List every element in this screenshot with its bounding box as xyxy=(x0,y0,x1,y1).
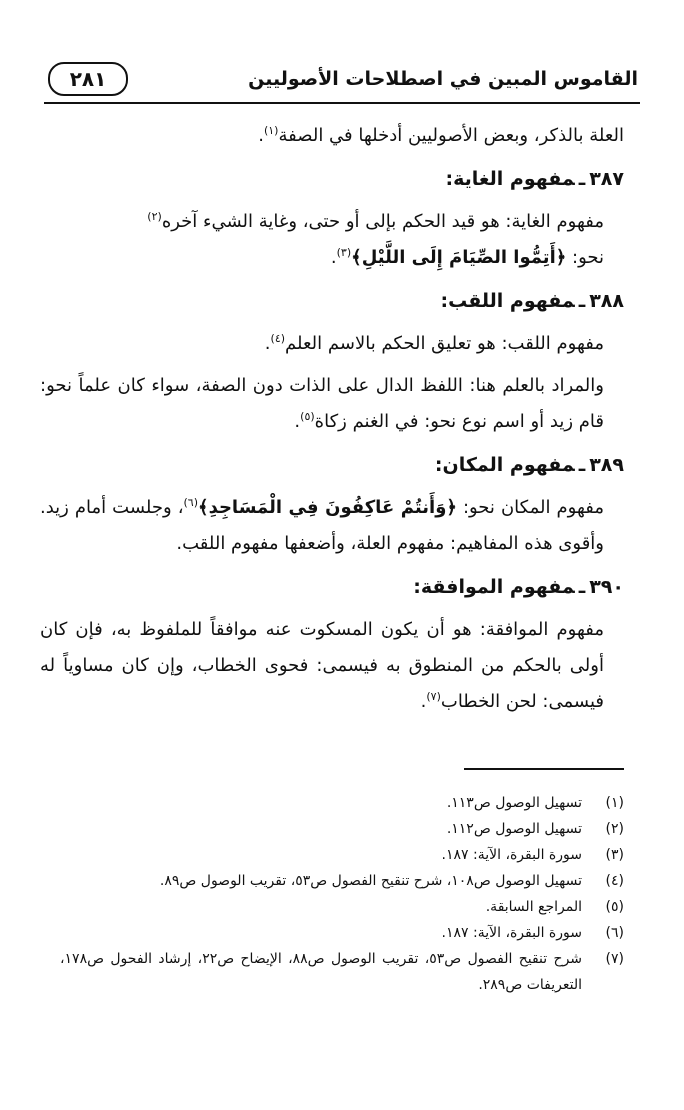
footnote-number: (٢) xyxy=(605,821,624,837)
paragraph-end: . xyxy=(294,411,301,432)
footnote-text: المراجع السابقة. xyxy=(485,899,582,915)
intro-text: العلة بالذكر، وبعض الأصوليين أدخلها في الصفة xyxy=(278,125,624,146)
footnote-ref-6: (٦) xyxy=(183,496,199,509)
section-title: مفهوم اللقب: xyxy=(440,290,575,312)
paragraph-387-1 xyxy=(40,204,624,240)
footnote-ref-4: (٤) xyxy=(270,332,286,345)
footnote-item xyxy=(60,868,624,894)
paragraph-text: مفهوم الغاية: هو قيد الحكم بإلى أو حتى، وغاية الشيء آخره xyxy=(161,211,604,232)
section-dash: ـ xyxy=(578,454,586,476)
section-number: ٣٩٠ xyxy=(589,576,624,598)
paragraph-text: مفهوم اللقب: هو تعليق الحكم بالاسم العلم xyxy=(285,333,604,354)
footnote-text: تسهيل الوصول ص١٠٨، شرح تنقيح الفصول ص٥٣، تقريب الوصول ص٨٩. xyxy=(159,873,582,889)
main-text xyxy=(40,118,624,720)
footnote-item xyxy=(60,920,624,946)
footnote-text: شرح تنقيح الفصول ص٥٣، تقريب الوصول ص٨٨، الإيضاح ص٢٢، إرشاد الفحول ص١٧٨، التعريفات ص٢٨٩. xyxy=(60,951,583,993)
paragraph-388-2 xyxy=(40,368,624,440)
footnote-text: سورة البقرة، الآية: ١٨٧. xyxy=(441,847,582,863)
quran-verse: ﴿وَأَنتُمْ عَاكِفُونَ فِي الْمَسَاجِدِ﴾ xyxy=(198,497,457,518)
footnote-ref-3: (٣) xyxy=(336,246,352,259)
intro-paragraph xyxy=(40,118,624,154)
intro-end: . xyxy=(258,125,264,146)
section-heading-388 xyxy=(40,282,624,320)
paragraph-388-1 xyxy=(40,326,624,362)
paragraph-text: والمراد بالعلم هنا: اللفظ الدال على الذات دون الصفة، سواء كان علماً نحو: قام زيد أو اسم نوع نحو: في الغنم زكاة xyxy=(40,375,604,432)
paragraph-text: مفهوم الموافقة: هو أن يكون المسكوت عنه موافقاً للملفوظ به، فإن كان أولى بالحكم من المنطوق به فيسمى: فحوى الخطاب، وإن كان مساوياً له فيسمى: لحن الخطاب xyxy=(40,619,604,712)
footnote-item xyxy=(60,816,624,842)
footnote-item xyxy=(60,842,624,868)
footnote-number: (٣) xyxy=(605,847,624,863)
page-number: ٢٨١ xyxy=(48,62,128,96)
footnote-ref-1: (١) xyxy=(263,124,279,137)
footnote-separator xyxy=(464,768,624,770)
footnote-text: سورة البقرة، الآية: ١٨٧. xyxy=(441,925,582,941)
footnote-item xyxy=(60,946,624,998)
footnote-ref-2: (٢) xyxy=(147,210,162,223)
section-dash: ـ xyxy=(578,576,586,598)
footnote-number: (٤) xyxy=(605,873,624,889)
paragraph-389-1 xyxy=(40,490,624,562)
section-title: مفهوم الموافقة: xyxy=(413,576,575,598)
section-heading-387 xyxy=(40,160,624,198)
footnote-text: تسهيل الوصول ص١١٣. xyxy=(446,795,582,811)
footnotes xyxy=(60,790,624,998)
paragraph-end: . xyxy=(420,691,427,712)
section-dash: ـ xyxy=(578,290,586,312)
section-number: ٣٨٩ xyxy=(589,454,624,476)
quran-verse: ﴿أَتِمُّوا الصِّيَامَ إِلَى اللَّيْلِ﴾ xyxy=(351,247,567,268)
paragraph-text: نحو: xyxy=(566,247,604,268)
footnote-ref-7: (٧) xyxy=(426,690,441,703)
footnote-item xyxy=(60,790,624,816)
footnote-number: (١) xyxy=(605,795,624,811)
paragraph-387-2 xyxy=(40,240,624,276)
section-number: ٣٨٧ xyxy=(589,168,624,190)
section-title: مفهوم المكان: xyxy=(434,454,575,476)
running-title: القاموس المبين في اصطلاحات الأصوليين xyxy=(248,68,638,90)
paragraph-390-1 xyxy=(40,612,624,720)
footnote-text: تسهيل الوصول ص١١٢. xyxy=(446,821,582,837)
footnote-number: (٧) xyxy=(605,951,624,967)
paragraph-text: مفهوم المكان نحو: xyxy=(456,497,604,518)
footnote-ref-5: (٥) xyxy=(300,410,315,423)
section-dash: ـ xyxy=(578,168,586,190)
footnote-item xyxy=(60,894,624,920)
section-title: مفهوم الغاية: xyxy=(445,168,575,190)
section-heading-389 xyxy=(40,446,624,484)
section-heading-390 xyxy=(40,568,624,606)
footnote-number: (٦) xyxy=(605,925,624,941)
header-rule xyxy=(44,102,640,104)
footnote-number: (٥) xyxy=(605,899,624,915)
paragraph-end: . xyxy=(330,247,337,268)
page-header xyxy=(44,62,640,102)
paragraph-text-continued: ، وجلست أمام زيد. وأقوى هذه المفاهيم: مفهوم العلة، وأضعفها مفهوم اللقب. xyxy=(40,497,604,554)
section-number: ٣٨٨ xyxy=(589,290,624,312)
paragraph-end: . xyxy=(264,333,271,354)
